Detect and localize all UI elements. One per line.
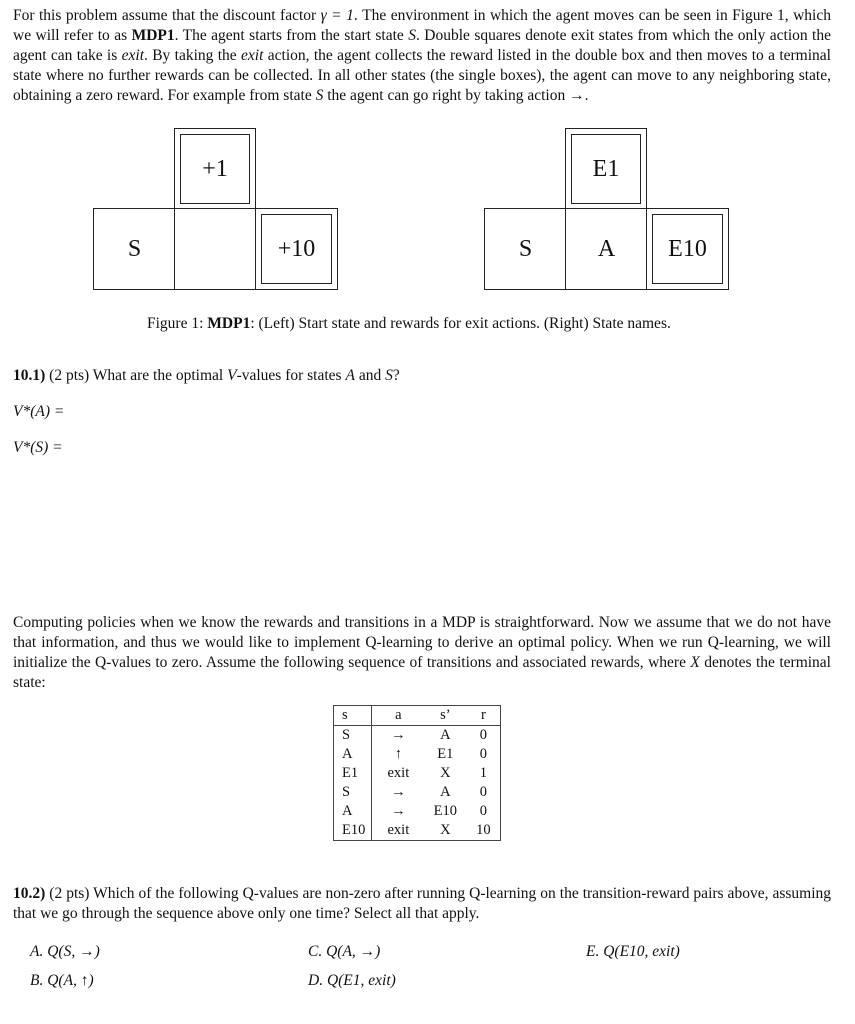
cell: E10 xyxy=(334,821,372,841)
table-row xyxy=(334,821,501,841)
q1-text: (2 pts) What are the optimal xyxy=(45,367,228,384)
start-state-var-2: S xyxy=(315,87,324,104)
start-state-var: S xyxy=(408,27,416,44)
header-r: r xyxy=(480,707,486,723)
caption-label: Figure 1: xyxy=(147,315,208,332)
right-state-right: E10 xyxy=(668,236,707,262)
option-d-label: D. Q(E1, exit) xyxy=(308,972,396,989)
q1-qmark: ? xyxy=(392,367,400,384)
cell: → xyxy=(391,803,406,819)
table-row xyxy=(334,726,501,746)
left-reward-top: +1 xyxy=(202,156,228,182)
q-learning-paragraph xyxy=(13,613,831,693)
right-start-cell xyxy=(484,208,567,290)
q2-text: (2 pts) Which of the following Q-values are non-zero after running Q-learning on the transition-reward pairs above, assuming that we go through the sequence above only one time? Select all that apply. xyxy=(13,885,831,922)
cell: 10 xyxy=(476,822,491,838)
intro-paragraph xyxy=(13,6,831,106)
intro-text-1: For this problem assume that the discount factor xyxy=(13,7,321,24)
cell: → xyxy=(391,727,406,743)
intro-text-6: action, the agent collects the reward listed in the double box and then moves to a terminal state where no further rewards can be collected. In all other states (the single boxes), the agent can move to any neighboring state, obtaining a zero reward. For example from state xyxy=(13,47,831,104)
cell: X xyxy=(440,822,451,838)
cell: S xyxy=(334,783,372,802)
q1-text-2: -values for states xyxy=(236,367,346,384)
cell: ↑ xyxy=(394,746,402,762)
left-middle-cell xyxy=(174,208,257,290)
cell: S xyxy=(334,726,372,746)
right-exit-cell-top xyxy=(565,128,647,210)
left-exit-cell-right xyxy=(255,208,338,290)
option-b[interactable] xyxy=(30,971,94,991)
option-a[interactable] xyxy=(30,942,100,962)
table-row xyxy=(334,764,501,783)
cell: E1 xyxy=(334,764,372,783)
q1-state-a: A xyxy=(345,367,355,384)
exit-word: exit xyxy=(121,47,144,64)
option-c-label: C. Q(A, →) xyxy=(308,943,381,960)
cell: 0 xyxy=(479,803,487,819)
cell: 0 xyxy=(479,746,487,762)
caption-rest: : (Left) Start state and rewards for exit actions. (Right) State names. xyxy=(250,315,671,332)
terminal-x: X xyxy=(690,654,700,671)
q1-and: and xyxy=(354,367,386,384)
cell: exit xyxy=(387,765,410,781)
question-10-1 xyxy=(13,366,400,386)
q1-number: 10.1) xyxy=(13,367,46,384)
option-a-label: A. Q(S, →) xyxy=(30,943,100,960)
q1-v-var: V xyxy=(227,367,237,384)
right-state-top: E1 xyxy=(592,156,620,182)
transition-table xyxy=(333,705,501,841)
exit-word-2: exit xyxy=(241,47,264,64)
q1-state-s: S xyxy=(385,367,393,384)
question-10-2 xyxy=(13,884,831,924)
left-start-label: S xyxy=(127,236,142,262)
cell: → xyxy=(391,784,406,800)
intro-text-3: . The agent starts from the start state xyxy=(174,27,409,44)
right-a-label: A xyxy=(597,236,616,262)
table-header-row xyxy=(334,706,501,726)
cell: E1 xyxy=(437,746,454,762)
answer-va xyxy=(13,402,64,422)
answer-vs xyxy=(13,438,63,458)
cell: 1 xyxy=(479,765,487,781)
header-a: a xyxy=(395,707,402,723)
table-row xyxy=(334,802,501,821)
cell: A xyxy=(440,727,451,743)
cell: E10 xyxy=(433,803,458,819)
cell: X xyxy=(440,765,451,781)
right-exit-cell-right xyxy=(646,208,729,290)
option-e[interactable] xyxy=(586,942,680,962)
intro-text-7: the agent can go right by taking action →. xyxy=(323,87,589,104)
header-s: s xyxy=(334,706,372,726)
left-exit-cell-top xyxy=(174,128,256,210)
left-reward-right: +10 xyxy=(277,236,316,262)
right-a-cell xyxy=(565,208,648,290)
option-c[interactable] xyxy=(308,942,380,962)
cell: A xyxy=(440,784,451,800)
gamma-expression: γ = 1 xyxy=(320,7,354,24)
table-row xyxy=(334,745,501,764)
q2-number: 10.2) xyxy=(13,885,46,902)
cell: exit xyxy=(387,822,410,838)
table-row xyxy=(334,783,501,802)
intro-text-5: . By taking the xyxy=(144,47,242,64)
caption-bold: MDP1 xyxy=(207,315,251,332)
figure-caption xyxy=(147,314,671,334)
header-s-prime: s’ xyxy=(440,707,451,723)
vs-label: V*(S) = xyxy=(13,439,63,456)
va-label: V*(A) = xyxy=(13,403,65,420)
para2-text: Computing policies when we know the rewards and transitions in a MDP is straightforward. Now we assume that we do not have that information, and thus we would like to implement Q-learning to derive an optimal policy. When we run Q-learning, we will initialize the Q-values to zero. Assume the following sequence of transitions and associated rewards, where xyxy=(13,614,831,671)
left-start-cell xyxy=(93,208,176,290)
intro-text-4: . Double squares denote exit states from which the only action the agent can take is xyxy=(13,27,831,64)
cell: A xyxy=(334,802,372,821)
mdp-name: MDP1 xyxy=(131,27,175,44)
cell: A xyxy=(334,745,372,764)
option-d[interactable] xyxy=(308,971,396,991)
option-b-label: B. Q(A, ↑) xyxy=(30,972,94,989)
para2-end: denotes the terminal state: xyxy=(13,654,831,691)
cell: 0 xyxy=(479,727,487,743)
cell: 0 xyxy=(479,784,487,800)
option-e-label: E. Q(E10, exit) xyxy=(586,943,680,960)
right-start-label: S xyxy=(518,236,533,262)
intro-text-2: . The environment in which the agent moves can be seen in Figure 1, which we will refer to as xyxy=(13,7,831,44)
